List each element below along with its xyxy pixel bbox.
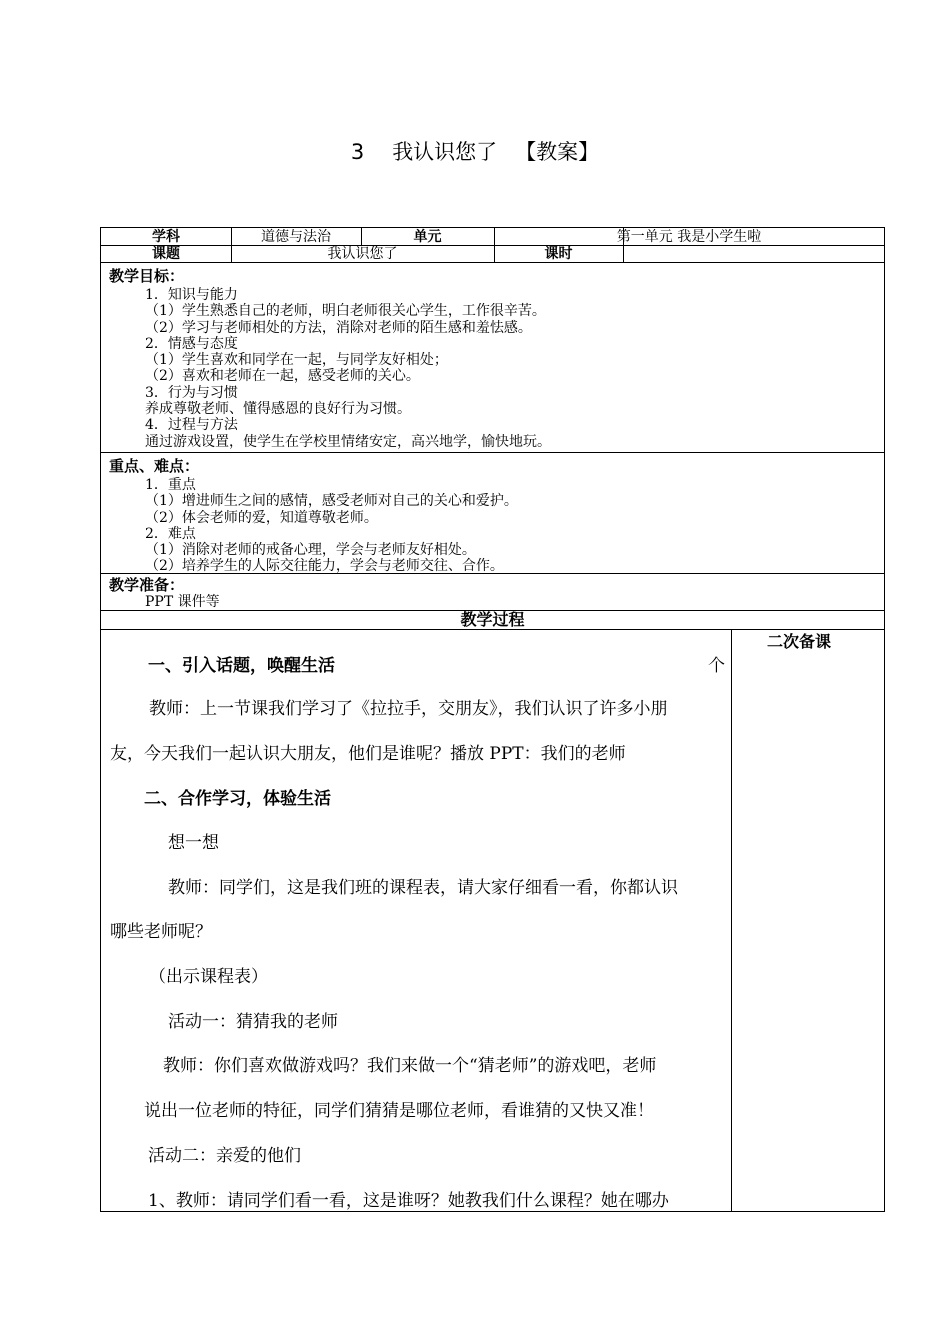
- key-point-line: （2）培养学生的人际交往能力，学会与老师交往、合作。: [145, 558, 504, 575]
- objective-line: 1．知识与能力: [145, 287, 238, 303]
- objective-line: 3．行为与习惯: [145, 384, 238, 401]
- lesson-title: 我认识您了: [392, 140, 498, 164]
- key-point-line: （2）体会老师的爱，知道尊敬老师。: [145, 509, 378, 526]
- objectives-cell: [100, 262, 885, 453]
- key-point-line: （1）增进师生之间的感情，感受老师对自己的关心和爱护。: [145, 493, 518, 510]
- key-points-cell: [100, 452, 885, 574]
- period-label: 课时: [544, 246, 573, 262]
- preparation-cell: [100, 573, 885, 611]
- unit-value: 第一单元 我是小学生啦: [616, 229, 762, 245]
- process-body: [100, 629, 885, 1212]
- process-heading: 教学过程: [460, 610, 525, 629]
- paragraph-line: 教师：你们喜欢做游戏吗？我们来做一个“猜老师”的游戏吧，老师: [163, 1056, 657, 1076]
- topic-value: 我认识您了: [327, 246, 398, 262]
- second-preparation-heading: 二次备课: [767, 632, 832, 651]
- objective-line: 4．过程与方法: [145, 417, 238, 434]
- section-2-heading: 二、合作学习，体验生活: [144, 789, 331, 809]
- key-point-line: 2．难点: [145, 525, 196, 542]
- unit-label: 单元: [413, 229, 442, 245]
- preparation-content: PPT 课件等: [145, 594, 220, 610]
- paragraph-line: 说出一位老师的特征，同学们猜猜是哪位老师，看谁猜的又快又准！: [144, 1101, 654, 1121]
- paragraph-line: 教师：上一节课我们学习了《拉拉手，交朋友》，我们认识了许多小朋: [149, 699, 668, 719]
- title-tag: 【教案】: [515, 140, 600, 164]
- section-1-tail: 个: [708, 656, 725, 676]
- objective-line: （2）喜欢和老师在一起，感受老师的关心。: [145, 368, 420, 385]
- objective-line: 养成尊敬老师、懂得感恩的良好行为习惯。: [145, 401, 411, 418]
- section-1-heading: 一、引入话题，唤醒生活: [148, 656, 335, 676]
- paragraph-line: 想一想: [168, 833, 219, 853]
- paragraph-line: 活动二：亲爱的他们: [148, 1146, 301, 1166]
- paragraph-line: 教师：同学们，这是我们班的课程表，请大家仔细看一看，你都认识: [168, 878, 678, 898]
- info-table: [100, 227, 885, 263]
- objectives-heading: 教学目标：: [109, 267, 185, 285]
- objective-line: 通过游戏设置，使学生在学校里情绪安定，高兴地学，愉快地玩。: [145, 433, 551, 450]
- objective-line: （1）学生喜欢和同学在一起，与同学友好相处；: [145, 352, 448, 369]
- key-point-line: （1）消除对老师的戒备心理，学会与老师友好相处。: [145, 542, 476, 559]
- process-header-cell: [100, 610, 885, 630]
- topic-label: 课题: [152, 246, 180, 262]
- subject-label: 学科: [152, 229, 180, 245]
- paragraph-line: 活动一：猜猜我的老师: [168, 1012, 338, 1032]
- key-point-line: 1．重点: [145, 477, 196, 493]
- objective-line: 2．情感与态度: [145, 335, 238, 352]
- paragraph-line: （出示课程表）: [149, 967, 268, 987]
- paragraph-line: 1、教师：请同学们看一看，这是谁呀？她教我们什么课程？她在哪办: [148, 1191, 669, 1211]
- preparation-heading: 教学准备：: [109, 576, 185, 594]
- key-points-heading: 重点、难点：: [109, 457, 200, 475]
- paragraph-line: 哪些老师呢？: [110, 922, 212, 942]
- objective-line: （2）学习与老师相处的方法，消除对老师的陌生感和羞怯感。: [145, 319, 532, 336]
- subject-value: 道德与法治: [261, 229, 331, 245]
- document-title: [0, 136, 950, 166]
- lesson-number: 3: [350, 140, 365, 164]
- objective-line: （1）学生熟悉自己的老师，明白老师很关心学生，工作很辛苦。: [145, 303, 546, 320]
- paragraph-line: 友，今天我们一起认识大朋友，他们是谁呢？播放 PPT：我们的老师: [110, 744, 626, 764]
